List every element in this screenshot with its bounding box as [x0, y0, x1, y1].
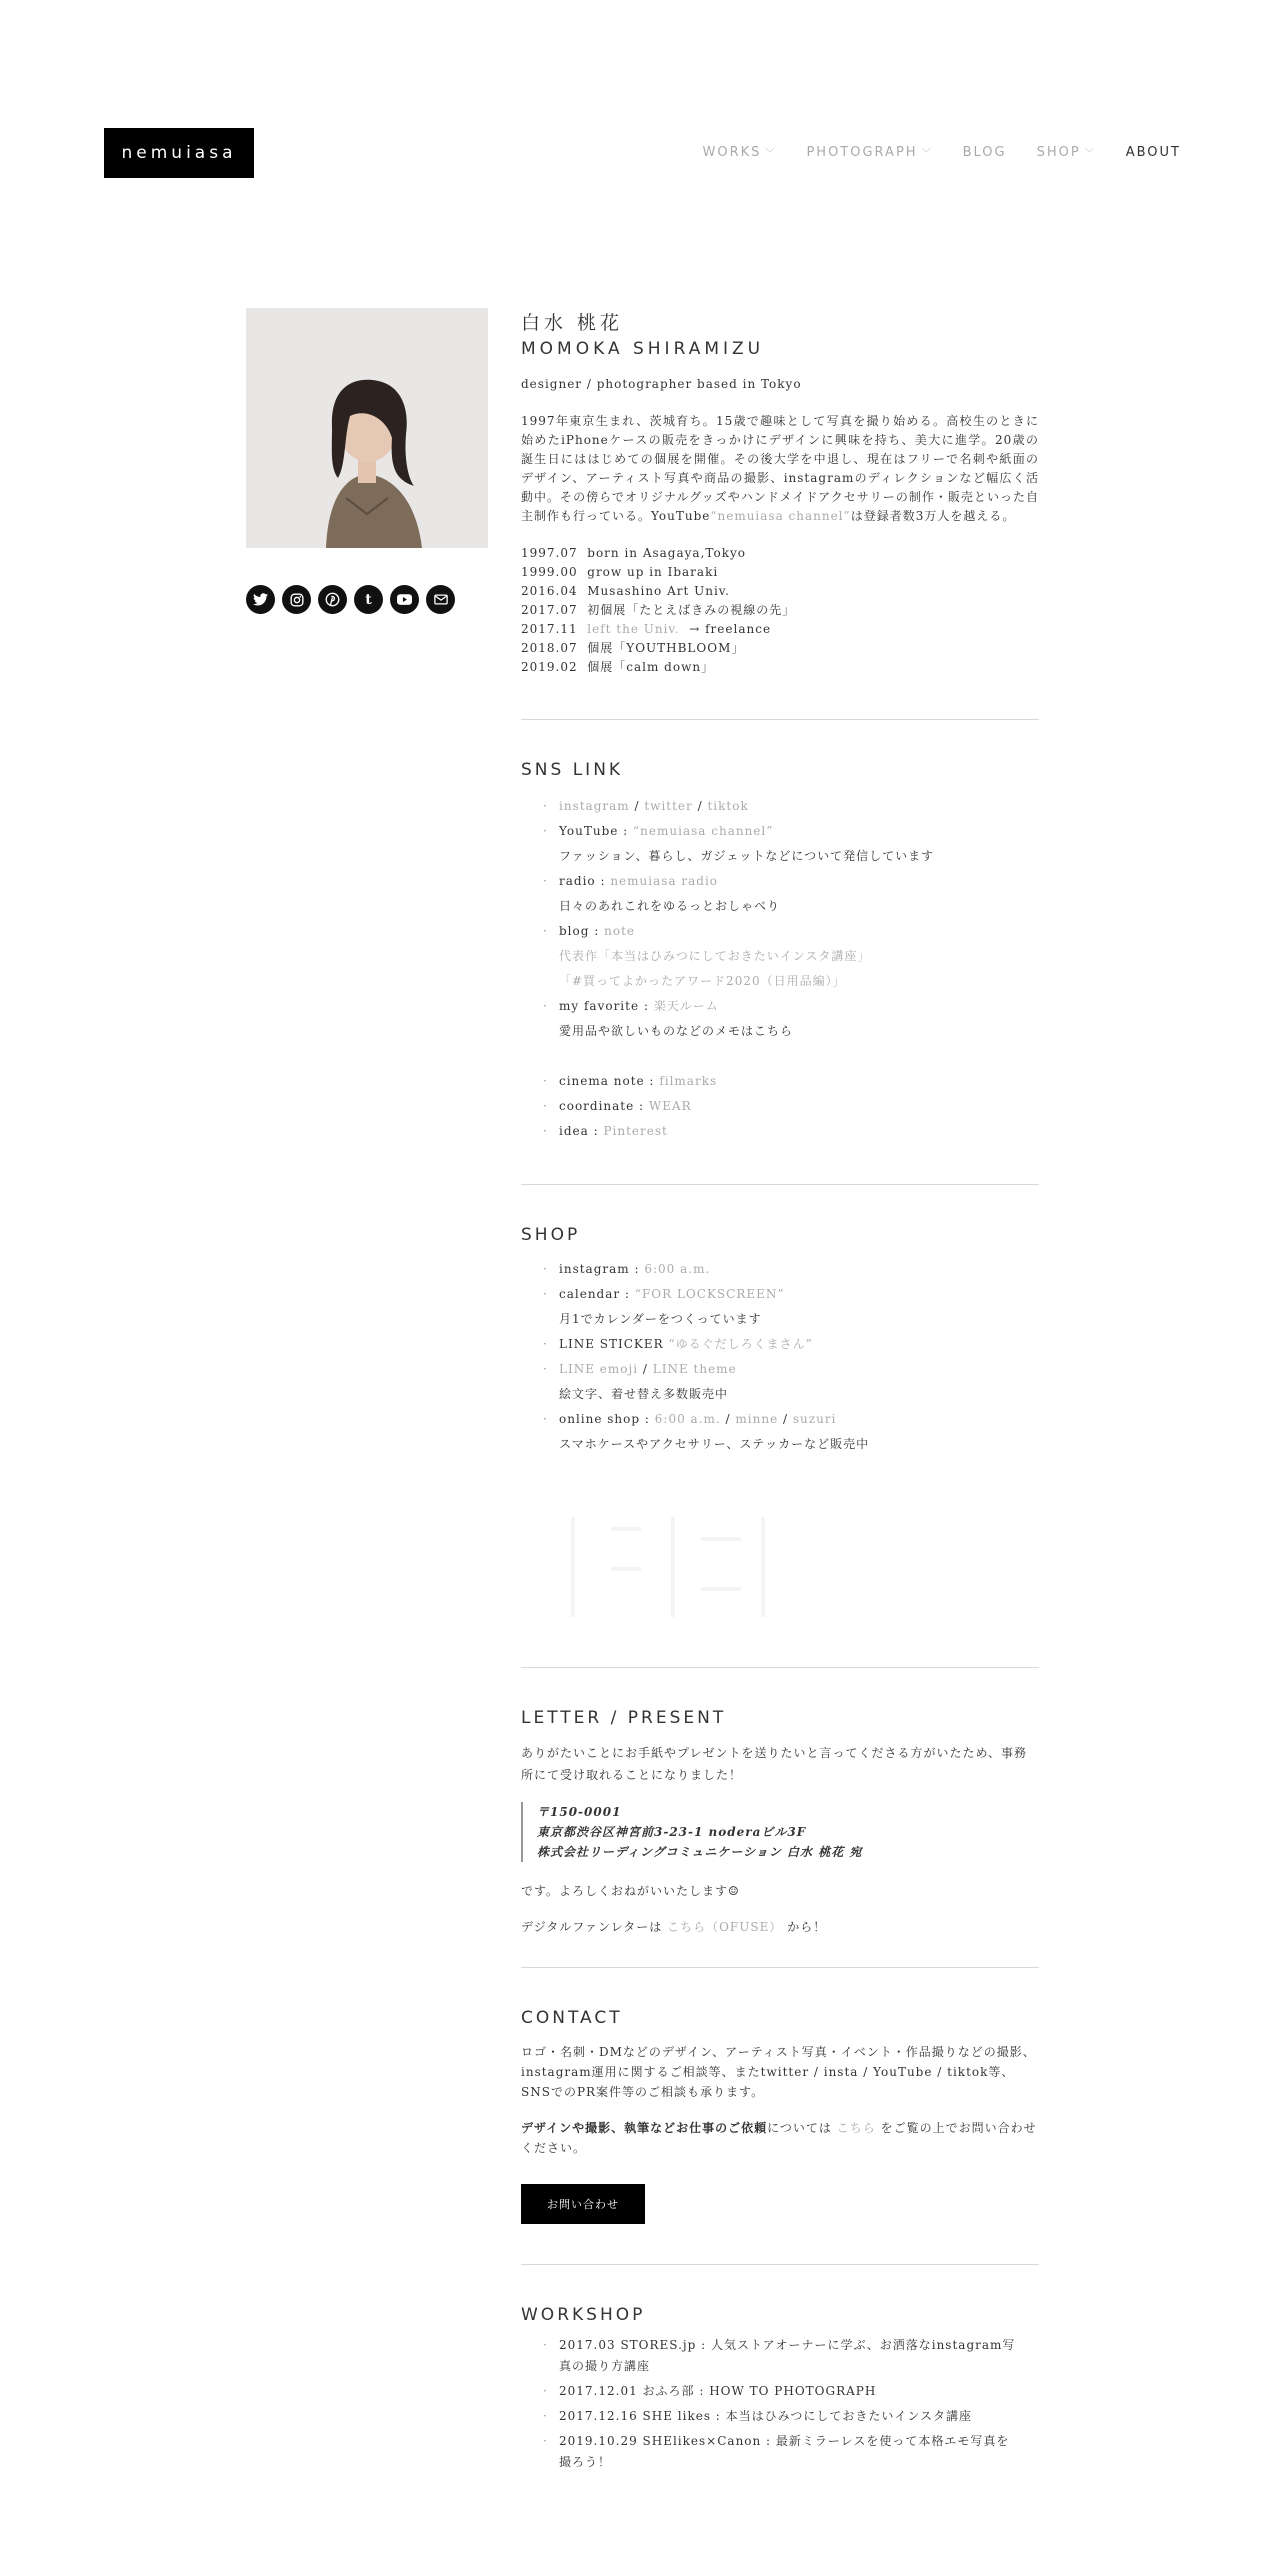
radio-link[interactable]: nemuiasa radio: [610, 874, 719, 888]
contact-guide-link[interactable]: こちら: [836, 2121, 876, 2135]
chevron-down-icon: ﹀: [1084, 149, 1096, 159]
postal-address: [521, 1802, 1039, 1862]
calendar-link[interactable]: “FOR LOCKSCREEN”: [634, 1287, 785, 1301]
blog-article-link[interactable]: 代表作「本当はひみつにしておきたいインスタ講座」: [559, 949, 871, 963]
wear-link[interactable]: WEAR: [648, 1099, 692, 1113]
divider: [521, 1967, 1039, 1968]
blog-article-link[interactable]: 「#買ってよかったアワード2020（日用品編）」: [559, 974, 846, 988]
divider: [521, 719, 1039, 720]
letter-title: LETTER / PRESENT: [521, 1708, 727, 1728]
youtube-link[interactable]: “nemuiasa channel”: [633, 824, 774, 838]
history-item: 2017.11 left the Univ. → freelance: [521, 622, 772, 636]
list-item: · blog : note: [559, 919, 1039, 944]
bio-text: 1997年東京生まれ、茨城育ち。15歳で趣味として写真を撮り始める。高校生のときに始めたiPhoneケースの販売をきっかけにデザインに興味を持ち、美大に進学。20歳の誕生日にははじめての個展を開催。その後大学を中退し、現在はフリーで名刺や紙面のデザイン、アーティスト写真や商品の撮影、instagramのディレクションなど幅広く活動中。その傍らでオリジナルグッズやハンドメイドアクセサリーの制作・販売といった自主制作も行っている。YouTube: [521, 414, 1039, 523]
list-item: · instagram / twitter / tiktok: [559, 794, 1039, 819]
nav-label: ABOUT: [1125, 145, 1181, 160]
tiktok-link[interactable]: tiktok: [707, 799, 749, 813]
history-item: 2016.04 Musashino Art Univ.: [521, 584, 730, 598]
sns-link-title: SNS LINK: [521, 760, 624, 780]
youtube-channel-link[interactable]: “nemuiasa channel”: [710, 509, 851, 523]
tumblr-icon[interactable]: t: [354, 585, 383, 614]
chevron-down-icon: ﹀: [921, 149, 933, 159]
list-item: · calendar : “FOR LOCKSCREEN”: [559, 1282, 1039, 1307]
history-item: 2019.02 個展「calm down」: [521, 660, 715, 674]
youtube-icon[interactable]: [390, 585, 419, 614]
shop-list: [521, 1257, 1039, 1307]
name-japanese: 白水 桃花: [521, 312, 624, 334]
portrait-illustration: [246, 308, 488, 548]
calendar-desc: 月1でカレンダーをつくっています: [559, 1312, 762, 1326]
list-item: · LINE emoji / LINE theme: [559, 1357, 1039, 1382]
divider: [521, 1184, 1039, 1185]
emoji-desc: 絵文字、着せ替え多数販売中: [559, 1387, 729, 1401]
minne-link[interactable]: minne: [735, 1412, 779, 1426]
profile-photo: [246, 308, 488, 548]
history-item: 2018.07 個展「YOUTHBLOOM」: [521, 641, 745, 655]
pinterest-link[interactable]: Pinterest: [603, 1124, 668, 1138]
suzuri-link[interactable]: suzuri: [792, 1412, 837, 1426]
sns-link-list: [521, 869, 1039, 894]
shop-list: [521, 1407, 1039, 1432]
shop-list: [521, 1332, 1039, 1382]
fan-letter-line: デジタルファンレターは こちら（OFUSE） から！: [521, 1920, 827, 1934]
nav-photograph[interactable]: [806, 145, 932, 160]
list-item: · instagram : 6:00 a.m.: [559, 1257, 1039, 1282]
nav-label: SHOP: [1036, 145, 1081, 160]
list-item: · cinema note : filmarks: [559, 1069, 1039, 1094]
main-content: [521, 300, 1039, 2477]
favorite-desc: 愛用品や欲しいものなどのメモはこちら: [559, 1024, 794, 1038]
divider: [521, 2264, 1039, 2265]
history-item: 2017.07 初個展「たとえばきみの視線の先」: [521, 603, 796, 617]
line-sticker-link[interactable]: “ゆるぐだしろくまさん”: [668, 1337, 813, 1351]
address-line: 東京都渋谷区神宮前3-23-1 noderaビル3F: [537, 1825, 807, 1839]
nav-works[interactable]: [703, 145, 777, 160]
site-logo[interactable]: nemuiasa: [104, 128, 254, 178]
bio: [521, 412, 1039, 526]
online-shop-desc: スマホケースやアクセサリー、ステッカーなど販売中: [559, 1437, 870, 1451]
shop-title: SHOP: [521, 1225, 581, 1245]
address-line: 株式会社リーディングコミュニケーション 白水 桃花 宛: [537, 1845, 863, 1859]
filmarks-link[interactable]: filmarks: [659, 1074, 718, 1088]
nav-blog[interactable]: [963, 145, 1007, 160]
nav-label: PHOTOGRAPH: [806, 145, 918, 160]
contact-body: ロゴ・名刺・DMなどのデザイン、アーティスト写真・イベント・作品撮りなどの撮影、instagram運用に関するご相談等、またtwitter / insta / YouTube / tiktok等、SNSでのPR案件等のご相談も承ります。: [521, 2045, 1036, 2099]
nav-about[interactable]: [1126, 145, 1181, 160]
workshop-list: [521, 2335, 1039, 2473]
nav-label: WORKS: [702, 145, 762, 160]
youtube-desc: ファッション、暮らし、ガジェットなどについて発信しています: [559, 849, 935, 863]
list-item: · 2017.12.16 SHE likes : 本当はひみつにしておきたいインスタ講座: [559, 2406, 1039, 2427]
line-emoji-link[interactable]: LINE emoji: [559, 1362, 639, 1376]
main-nav: [703, 145, 1181, 160]
list-item: · YouTube : “nemuiasa channel”: [559, 819, 1039, 844]
list-item: · LINE STICKER “ゆるぐだしろくまさん”: [559, 1332, 1039, 1357]
mail-icon[interactable]: [426, 585, 455, 614]
sns-icon-row: [246, 585, 455, 614]
list-item: · 2019.10.29 SHElikes×Canon : 最新ミラーレスを使って本格エモ写真を 撮ろう！: [559, 2431, 1039, 2473]
divider: [521, 1667, 1039, 1668]
sns-link-list: [521, 994, 1039, 1019]
chevron-down-icon: ﹀: [765, 149, 777, 159]
address-line: 〒150-0001: [537, 1805, 622, 1819]
sns-link-list: [521, 794, 1039, 844]
instagram-link[interactable]: instagram: [559, 799, 630, 813]
shop-instagram-link[interactable]: 6:00 a.m.: [644, 1262, 711, 1276]
list-item: · 2017.12.01 おふろ部 : HOW TO PHOTOGRAPH: [559, 2381, 1039, 2402]
twitter-icon[interactable]: [246, 585, 275, 614]
contact-button[interactable]: お問い合わせ: [521, 2184, 645, 2224]
contact-request: デザインや撮影、執筆などお仕事のご依頼については こちら をご覧の上でお問い合わせください。: [521, 2121, 1037, 2155]
left-univ-link[interactable]: left the Univ.: [587, 622, 680, 636]
twitter-link[interactable]: twitter: [644, 799, 693, 813]
list-item: · coordinate : WEAR: [559, 1094, 1039, 1119]
sns-link-list: [521, 919, 1039, 944]
bio-text: は登録者数3万人を越える。: [850, 509, 1016, 523]
nav-shop[interactable]: [1037, 145, 1096, 160]
workshop-title: WORKSHOP: [521, 2305, 646, 2325]
list-item: · idea : Pinterest: [559, 1119, 1039, 1144]
list-item: · online shop : 6:00 a.m. / minne / suzuri: [559, 1407, 1039, 1432]
tagline: designer / photographer based in Tokyo: [521, 377, 802, 391]
sns-link-list: [521, 1069, 1039, 1144]
ofuse-link[interactable]: こちら（OFUSE）: [667, 1920, 783, 1934]
line-theme-link[interactable]: LINE theme: [652, 1362, 737, 1376]
name-english: MOMOKA SHIRAMIZU: [521, 339, 765, 359]
history-item: 1997.07 born in Asagaya,Tokyo: [521, 546, 746, 560]
pinterest-icon[interactable]: [318, 585, 347, 614]
contact-title: CONTACT: [521, 2008, 623, 2028]
nav-label: BLOG: [962, 145, 1007, 160]
online-shop-link[interactable]: 6:00 a.m.: [654, 1412, 721, 1426]
list-item: · my favorite : 楽天ルーム: [559, 994, 1039, 1019]
instagram-icon[interactable]: [282, 585, 311, 614]
radio-desc: 日々のあれこれをゆるっとおしゃべり: [559, 899, 781, 913]
history-item: 1999.00 grow up in Ibaraki: [521, 565, 719, 579]
shop-banner-image: [551, 1507, 801, 1637]
rakuten-room-link[interactable]: 楽天ルーム: [653, 999, 719, 1013]
letter-intro: ありがたいことにお手紙やプレゼントを送りたいと言ってくださる方がいたため、事務所にて受け取れることになりました！: [521, 1746, 1028, 1782]
list-item: · radio : nemuiasa radio: [559, 869, 1039, 894]
list-item: · 2017.03 STORES.jp : 人気ストアオーナーに学ぶ、お洒落なinstagram写 真の撮り方講座: [559, 2335, 1039, 2377]
history-list: [521, 544, 1039, 677]
note-link[interactable]: note: [604, 924, 636, 938]
letter-thanks: です。よろしくおねがいいたします☺: [521, 1884, 740, 1898]
